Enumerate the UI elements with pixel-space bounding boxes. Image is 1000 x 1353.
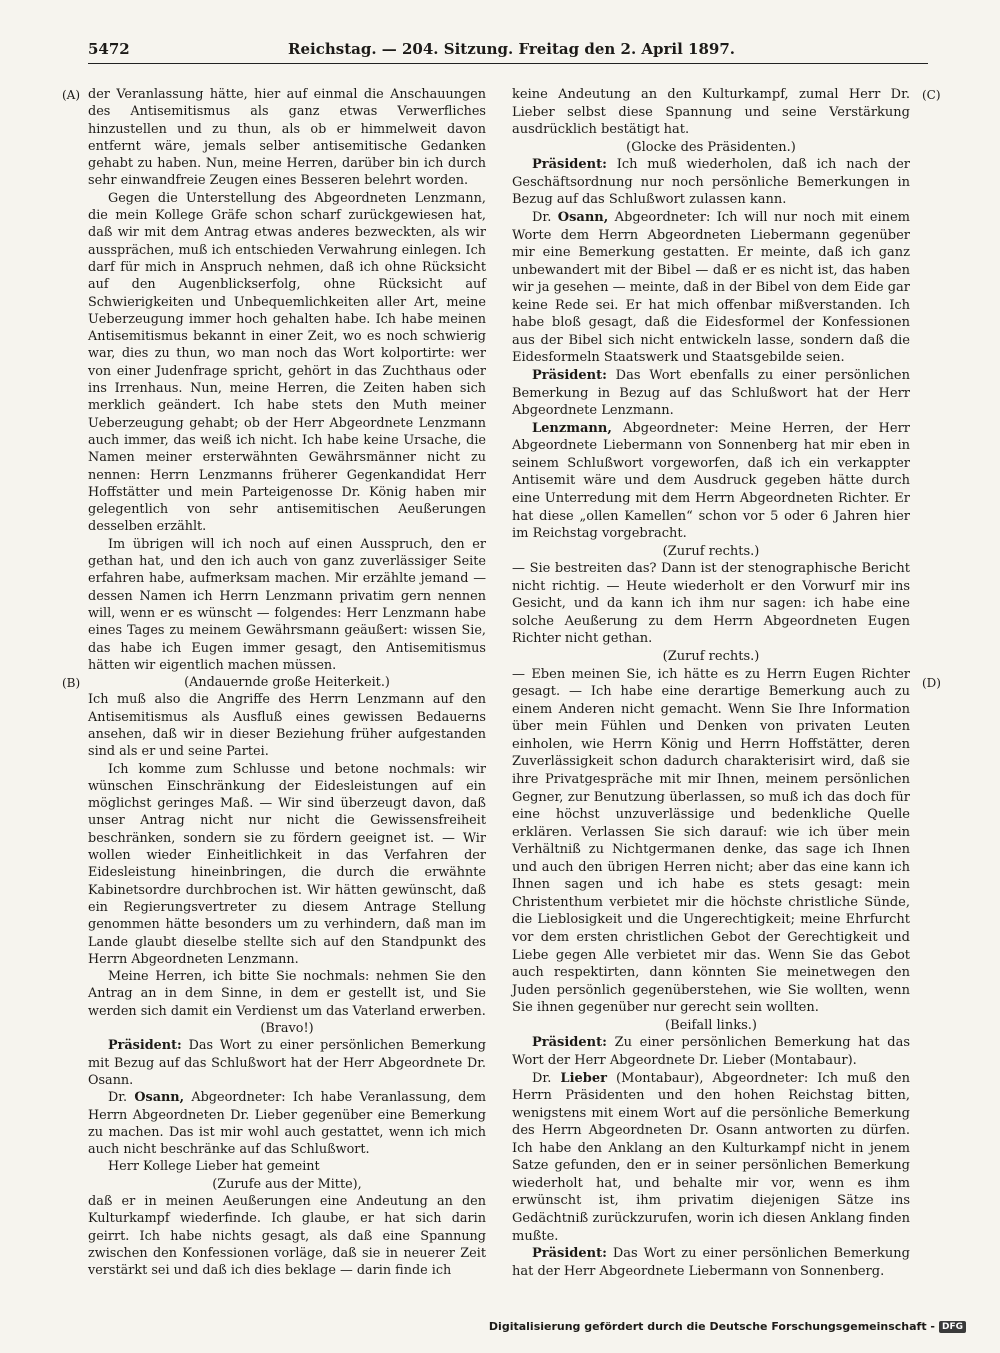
stage-direction: (Beifall links.) (665, 1017, 757, 1033)
speech-text: Abgeordneter: Ich habe Veranlassung, dem Herrn Abgeordneten Dr. Lieber gegenüber eine Bemerkung zu machen. Das ist mir wohl auch gestattet, wenn ich mich auch nicht beschränke auf das Schlußwort. (88, 1090, 486, 1158)
speech-paragraph (512, 209, 910, 367)
speaker-name: Präsident: (532, 157, 607, 173)
speech-text: Abgeordneter: Ich will nur noch mit einem Worte dem Herrn Abgeordneten Liebermann gegenüber mir eine Bemerkung gestatten. Er meinte, daß ich ganz unbewandert mit der Bibel — daß er es nicht ist, das haben wir ja gesehen — meinte, daß in der Bibel von dem Eide gar keine Rede sei. Er hat mich offenbar mißverstanden. Ich habe bloß gesagt, daß die Eidesformel der Konfessionen aus der Bibel sich nicht entwickeln lasse, sondern daß die Eidesformeln Staatswerk und Staatsgebilde seien. (512, 209, 910, 366)
body-paragraph: Meine Herren, ich bitte Sie nochmals: nehmen Sie den Antrag an in dem Sinne, in dem er gestellt ist, und Sie werden sich damit ein Verdienst um das Vaterland erwerben. (88, 969, 486, 1019)
speech-paragraph (512, 1034, 910, 1069)
body-paragraph: Herr Kollege Lieber hat gemeint (108, 1159, 320, 1175)
body-paragraph: Gegen die Unterstellung des Abgeordneten Lenzmann, die mein Kollege Gräfe schon scharf zurückgewiesen hat, daß wir mit dem Antrag etwas anderes bezweckten, als wir aussprächen, muß ich entschieden Verwahrung einlegen. Ich darf für mich in Anspruch nehmen, daß ich ohne Rücksicht auf den Augenblickserfolg, ohne Rücksicht auf Schwierigkeiten und Unbequemlichkeiten aller Art, meine Ueberzeugung immer hoch gehalten habe. Ich habe meinen Antisemitismus bekannt in einer Zeit, wo es noch schwierig war, dies zu thun, wo man noch das Wort kolportirte: wer von einer Judenfrage spricht, gehört in das Zuchthaus oder ins Irrenhaus. Nun, meine Herren, die Zeiten haben sich merklich geändert. Ich habe stets den Muth meiner Ueberzeugung gehabt; ob der Herr Abgeordnete Lenzmann auch immer, das weiß ich nicht. Ich habe keine Ursache, die Namen meiner ersterwähnten Gewährsmänner nicht zu nennen: Herrn Lenzmanns früherer Gegenkandidat Herr Hoffstätter und mein Parteigenosse Dr. König haben mir gelegentlich von sehr antisemitischen Aeußerungen desselben erzählt. (88, 190, 486, 535)
stage-direction: (Bravo!) (260, 1021, 314, 1037)
speaker-name: Lieber (560, 1070, 607, 1086)
speech-paragraph (512, 420, 910, 543)
speech-text: (Montabaur), Abgeordneter: Ich muß den Herrn Präsidenten und den hohen Reichstag bitten, wenigstens mit einem Wort auf die persönliche Bemerkung des Herrn Abgeordneten Dr. Osann antworten zu dürfen. Ich habe den Anklang an den Kulturkampf nicht in jenem Satze gefunden, den er in seiner persönlichen Bemerkung wiederholt hat, und behalte mir vor, wenn es ihm erwünscht ist, ihm privatim diejenigen Sätze ins Gedächtniß zurückzurufen, worin ich diesen Anklang finden mußte. (512, 1070, 910, 1244)
speaker-name: Präsident: (532, 1246, 607, 1262)
speech-paragraph (88, 1089, 486, 1158)
speaker-name: Osann, (134, 1090, 185, 1106)
page-header (88, 40, 928, 64)
stage-direction: (Zurufe aus der Mitte), (212, 1176, 362, 1192)
margin-marker-d: (D) (922, 676, 941, 690)
body-paragraph: — Sie bestreiten das? Dann ist der stenographische Bericht nicht richtig. — Heute wiederholt er den Vorwurf mir ins Gesicht, und da kann ich ihm nur sagen: ich habe eine solche Aeußerung zu dem Herrn Abgeordneten Eugen Richter nicht gethan. (512, 561, 910, 647)
body-paragraph: daß er in meinen Aeußerungen eine Andeutung an den Kulturkampf wiederfinde. Ich glaube, er hat sich darin geirrt. Ich habe nichts gesagt, als daß eine Spannung zwischen den Konfessionen vorläge, daß sie in neuerer Zeit verstärkt sei und daß ich dies beklage — darin finde ich (88, 1194, 486, 1279)
running-title: Reichstag. — 204. Sitzung. Freitag den 2. April 1897. (288, 40, 736, 58)
speaker-name: Präsident: (532, 1035, 607, 1051)
speaker-prefix: Dr. (532, 1070, 561, 1086)
speech-text: Abgeordneter: Meine Herren, der Herr Abgeordnete Liebermann von Sonnenberg hat mir eben in seinem Schlußwort vorgeworfen, daß ich ein verkappter Antisemit wäre und dem Ausdruck gegeben hätte durch eine Unterredung mit dem Herrn Abgeordneten Richter. Er hat diese „ollen Kamellen“ schon vor 5 oder 6 Jahren hier im Reichstag vorgebracht. (512, 420, 910, 542)
speech-text: Das Wort ebenfalls zu einer persönlichen Bemerkung in Bezug auf das Schlußwort hat der Herr Abgeordnete Lenzmann. (512, 368, 910, 419)
speech-paragraph (88, 1037, 486, 1089)
body-paragraph: — Eben meinen Sie, ich hätte es zu Herrn Eugen Richter gesagt. — Ich habe eine derartige Bemerkung auch zu einem Anderen nicht gemacht. Wenn Sie Ihre Information über mein Fühlen und Denken von privaten Leuten einholen, wie Herrn König und Herrn Hoffstätter, deren Zuverlässigkeit schon dadurch charakterisirt wird, daß sie ihre Privatgespräche mit mir Ihnen, meinem persönlichen Gegner, zur Benutzung überlassen, so muß ich das doch für eine höchst unzuverlässige und bedenkliche Quelle erklären. Verlassen Sie sich darauf: wie ich über mein Verhältniß zu Nichtgermanen denke, das sage ich Ihnen und auch den übrigen Herren nicht; aber das eine kann ich Ihnen sagen und ich habe es stets gesagt: mein Christenthum verbietet mir die höchste christliche Sünde, die Lieblosigkeit und die Ungerechtigkeit; meine Ehrfurcht vor dem ersten christlichen Gebot der Gerechtigkeit und Liebe gegen Alle verbietet mir das. Wenn Sie das Gebot auch respektirten, dann könnten Sie meinetwegen den Juden persönlich gegenüberstehen, wie Sie wollten, wenn Sie ihnen gegenüber nur gerecht sein wollten. (512, 666, 910, 1016)
body-paragraph: der Veranlassung hätte, hier auf einmal die Anschauungen des Antisemitismus als ganz etwas Verwerfliches hinzustellen und zu thun, als ob er himmelweit davon entfernt wäre, jemals selber antisemitische Gedanken gehabt zu haben. Nun, meine Herren, darüber bin ich durch sehr einwandfreie Zeugen eines Besseren belehrt worden. (88, 87, 486, 189)
footer-credit: Digitalisierung gefördert durch die Deutsche Forschungsgemeinschaft - (488, 1320, 935, 1333)
speech-paragraph (512, 156, 910, 209)
stage-direction: (Andauernde große Heiterkeit.) (184, 675, 390, 691)
speaker-name: Präsident: (532, 368, 607, 383)
speaker-prefix: Dr. (108, 1090, 135, 1106)
speaker-name: Präsident: (108, 1038, 182, 1054)
right-column (512, 86, 910, 1280)
speech-paragraph (512, 367, 910, 420)
speaker-name: Lenzmann, (532, 420, 612, 436)
page-number: 5472 (88, 40, 130, 58)
speech-text: Ich muß wiederholen, daß ich nach der Geschäftsordnung nur noch persönliche Bemerkungen in Bezug auf das Schlußwort zulassen kann. (512, 157, 910, 208)
left-column (88, 86, 486, 1279)
speech-text: Das Wort zu einer persönlichen Bemerkung hat der Herr Abgeordnete Liebermann von Sonnenberg. (512, 1246, 910, 1279)
speech-text: Das Wort zu einer persönlichen Bemerkung mit Bezug auf das Schlußwort hat der Herr Abgeordnete Dr. Osann. (88, 1038, 486, 1088)
speaker-prefix: Dr. (532, 209, 558, 225)
dfg-logo-icon: DFG (939, 1321, 966, 1333)
body-paragraph: Ich komme zum Schlusse und betone nochmals: wir wünschen Einschränkung der Eidesleistungen auf ein möglichst geringes Maß. — Wir sind überzeugt davon, daß unser Antrag nicht nur nicht die Gewissensfreiheit beschränken, sondern sie zu fördern geeignet ist. — Wir wollen wieder Einheitlichkeit in das Verfahren der Eidesleistung hineinbringen, die durch die erwähnte Kabinetsordre durchbrochen ist. Wir hätten gewünscht, daß ein Regierungsvertreter zu diesem Antrage Stellung genommen hätte besonders um zu verhindern, daß man im Lande glaubt dieselbe stellte sich auf den Standpunkt des Herrn Abgeordneten Lenzmann. (88, 761, 486, 967)
footer (489, 1320, 966, 1333)
stage-direction: (Zuruf rechts.) (662, 543, 760, 559)
margin-marker-c: (C) (922, 88, 941, 102)
speech-paragraph (512, 1070, 910, 1246)
stage-direction: (Zuruf rechts.) (662, 649, 760, 664)
speaker-name: Osann, (557, 209, 609, 225)
stage-direction: (Glocke des Präsidenten.) (626, 139, 796, 155)
body-paragraph: keine Andeutung an den Kulturkampf, zumal Herr Dr. Lieber selbst diese Spannung und seine Verstärkung ausdrücklich bestätigt hat. (512, 87, 910, 138)
body-paragraph: Ich muß also die Angriffe des Herrn Lenzmann auf den Antisemitismus als Ausfluß eines gewissen Bedauerns ansehen, daß wir in dieser Beziehung früher aufgestanden sind als er und seine Partei. (88, 692, 486, 760)
body-paragraph: Im übrigen will ich noch auf einen Ausspruch, den er gethan hat, und den ich auch von ganz zuverlässiger Seite erfahren habe, aufmerksam machen. Mir erzählte jemand — dessen Namen ich Herrn Lenzmann privatim gern nennen will, wenn er es wünscht — folgendes: Herr Lenzmann habe eines Tages zu meinem Gewährsmann geäußert: wissen Sie, das habe ich Eugen immer gesagt, den Antisemitismus hätten wir eigentlich machen müssen. (88, 536, 486, 673)
speech-paragraph (512, 1245, 910, 1280)
margin-marker-b: (B) (62, 676, 81, 690)
margin-marker-a: (A) (62, 88, 81, 102)
speech-text: Zu einer persönlichen Bemerkung hat das Wort der Herr Abgeordnete Dr. Lieber (Montabaur). (512, 1035, 910, 1068)
